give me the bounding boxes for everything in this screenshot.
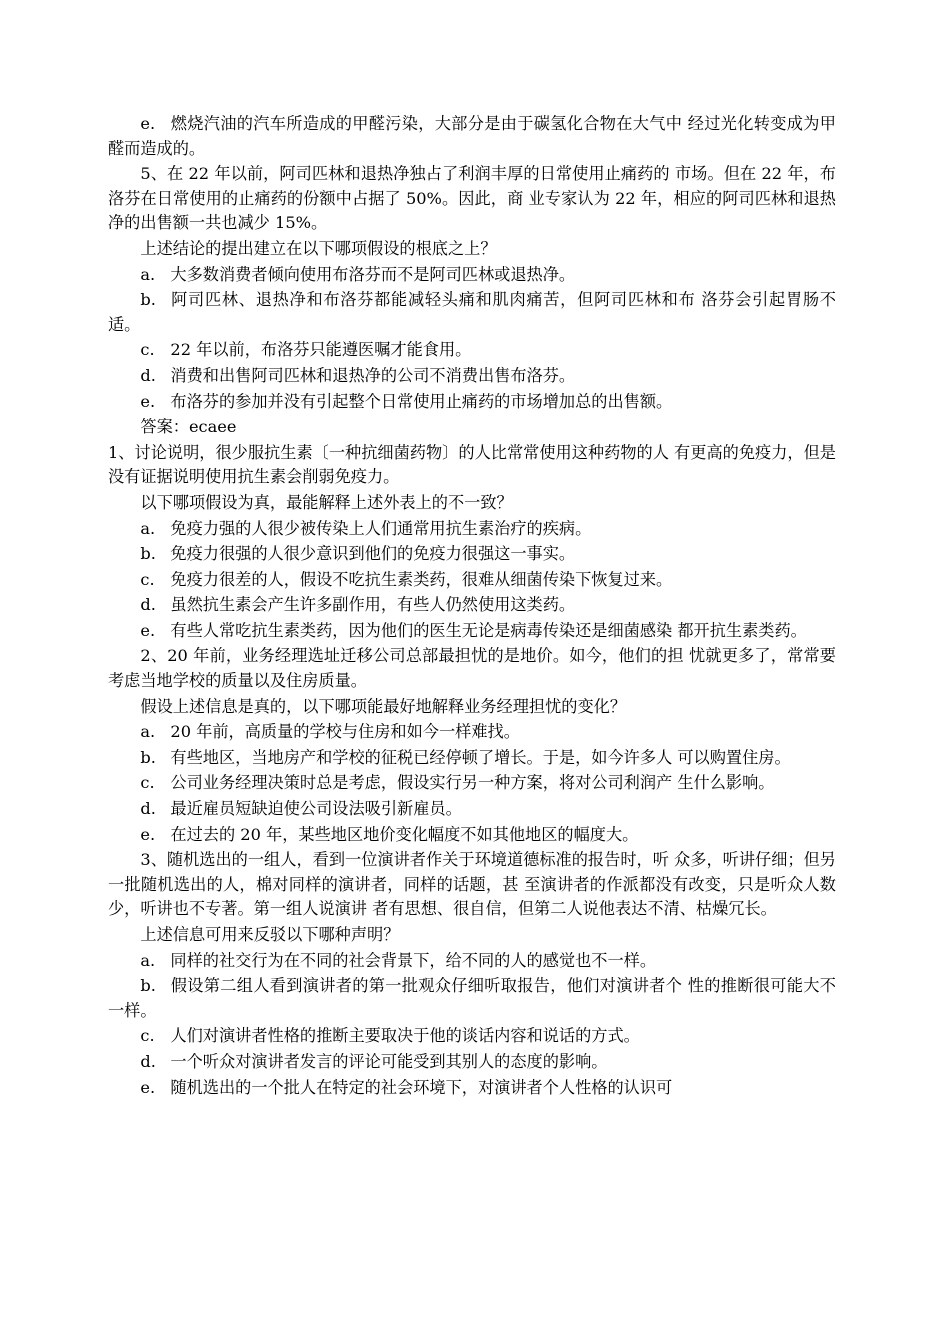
answer-option xyxy=(108,746,836,771)
answer-option xyxy=(108,288,836,337)
option-text: 20 年前，高质量的学校与住房和如今一样难找。 xyxy=(170,722,520,742)
option-text: 假设第二组人看到演讲者的第一批观众仔细听取报告，他们对演讲者个 性的推断很可能大不一样。 xyxy=(108,976,836,1020)
option-text: 人们对演讲者性格的推断主要取决于他的谈话内容和说话的方式。 xyxy=(170,1026,640,1046)
answer-option xyxy=(108,263,836,288)
answer-option xyxy=(108,112,836,161)
option-text: 公司业务经理决策时总是考虑，假设实行另一种方案，将对公司利润产 生什么影响。 xyxy=(170,773,775,793)
option-text: 免疫力强的人很少被传染上人们通常用抗生素治疗的疾病。 xyxy=(170,518,592,538)
option-label: b. xyxy=(140,976,156,996)
answer-option xyxy=(108,797,836,822)
option-label: a. xyxy=(140,518,156,538)
option-label: b. xyxy=(140,544,156,564)
option-label: c. xyxy=(140,340,155,360)
option-label: a. xyxy=(140,264,156,284)
answer-option xyxy=(108,720,836,745)
body-paragraph: 答案：ecaee xyxy=(140,417,237,437)
option-text: 一个听众对演讲者发言的评论可能受到其别人的态度的影响。 xyxy=(170,1051,608,1071)
option-label: e. xyxy=(140,391,156,411)
answer-option xyxy=(108,1050,836,1075)
option-text: 阿司匹林、退热净和布洛芬都能减轻头痛和肌肉痛苦，但阿司匹林和布 洛芬会引起胃肠不适。 xyxy=(108,290,836,334)
option-label: d. xyxy=(140,595,156,615)
body-paragraph: 以下哪项假设为真，最能解释上述外表上的不一致？ xyxy=(140,492,513,512)
body-paragraph: 5、在 22 年以前，阿司匹林和退热净独占了利润丰厚的日常使用止痛药的 市场。但在 22 年，布洛芬在日常使用的止痛药的份额中占据了 50%。因此，商 业专家认为 22 年，相应的阿司匹林和退热净的出售额一共也减少 15%。 xyxy=(108,164,836,233)
option-text: 在过去的 20 年，某些地区地价变化幅度不如其他地区的幅度大。 xyxy=(170,824,639,844)
option-label: d. xyxy=(140,365,156,385)
option-text: 有些人常吃抗生素类药，因为他们的医生无论是病毒传染还是细菌感染 都开抗生素类药。 xyxy=(170,620,807,640)
option-text: 虽然抗生素会产生许多副作用，有些人仍然使用这类药。 xyxy=(170,595,576,615)
answer-option xyxy=(108,568,836,593)
option-label: a. xyxy=(140,722,156,742)
answer-option xyxy=(108,974,836,1023)
option-text: 随机选出的一个批人在特定的社会环境下，对演讲者个人性格的认识可 xyxy=(170,1077,673,1097)
option-label: c. xyxy=(140,773,155,793)
answer-option xyxy=(108,542,836,567)
body-paragraph: 上述结论的提出建立在以下哪项假设的根底之上？ xyxy=(140,238,497,258)
option-text: 布洛芬的参加并没有引起整个日常使用止痛药的市场增加总的出售额。 xyxy=(170,391,673,411)
option-text: 免疫力很强的人很少意识到他们的免疫力很强这一事实。 xyxy=(170,544,576,564)
answer-option xyxy=(108,771,836,796)
option-text: 最近雇员短缺迫使公司设法吸引新雇员。 xyxy=(170,799,462,819)
answer-option xyxy=(108,517,836,542)
option-text: 22 年以前，布洛芬只能遵医嘱才能食用。 xyxy=(170,340,472,360)
option-label: b. xyxy=(140,290,156,310)
option-label: d. xyxy=(140,1051,156,1071)
option-text: 有些地区，当地房产和学校的征税已经停顿了增长。于是，如今许多人 可以购置住房。 xyxy=(170,747,791,767)
answer-option xyxy=(108,619,836,644)
option-label: c. xyxy=(140,569,155,589)
answer-option xyxy=(108,338,836,363)
option-label: e. xyxy=(140,114,156,133)
answer-option xyxy=(108,390,836,415)
option-label: d. xyxy=(140,799,156,819)
answer-option xyxy=(108,593,836,618)
body-paragraph: 3、随机选出的一组人，看到一位演讲者作关于环境道德标准的报告时，听 众多，听讲仔细；但另一批随机选出的人，棉对同样的演讲者，同样的话题，甚 至演讲者的作派都没有改变，只是听众人数少，听讲也不专著。第一组人说演讲 者有思想、很自信，但第二人说他表达不清、枯燥冗长。 xyxy=(108,850,836,919)
option-label: b. xyxy=(140,747,156,767)
answer-option xyxy=(108,364,836,389)
answer-option xyxy=(108,1024,836,1049)
option-text: 免疫力很差的人，假设不吃抗生素类药，很难从细菌传染下恢复过来。 xyxy=(170,569,673,589)
answer-option xyxy=(108,823,836,848)
option-text: 大多数消费者倾向使用布洛芬而不是阿司匹林或退热净。 xyxy=(170,264,576,284)
option-label: e. xyxy=(140,1077,156,1097)
option-label: e. xyxy=(140,620,156,640)
body-paragraph: 假设上述信息是真的，以下哪项能最好地解释业务经理担忧的变化？ xyxy=(140,696,627,716)
option-label: a. xyxy=(140,950,156,970)
option-text: 同样的社交行为在不同的社会背景下，给不同的人的感觉也不一样。 xyxy=(170,950,657,970)
option-text: 燃烧汽油的汽车所造成的甲醛污染，大部分是由于碳氢化合物在大气中 经过光化转变成为甲醛而造成的。 xyxy=(108,114,836,158)
option-text: 消费和出售阿司匹林和退热净的公司不消费出售布洛芬。 xyxy=(170,365,576,385)
option-label: e. xyxy=(140,824,156,844)
body-paragraph: 2、20 年前，业务经理选址迁移公司总部最担忧的是地价。如今，他们的担 忧就更多了，常常要考虑当地学校的质量以及住房质量。 xyxy=(108,646,836,691)
answer-option xyxy=(108,1076,836,1101)
body-paragraph: 上述信息可用来反驳以下哪种声明？ xyxy=(140,925,400,944)
body-paragraph: 1、讨论说明，很少服抗生素〔一种抗细菌药物〕的人比常常使用这种药物的人 有更高的免疫力，但是没有证据说明使用抗生素会削弱免疫力。 xyxy=(108,442,836,487)
document-body xyxy=(108,112,836,1101)
answer-option xyxy=(108,949,836,974)
option-label: c. xyxy=(140,1026,155,1046)
